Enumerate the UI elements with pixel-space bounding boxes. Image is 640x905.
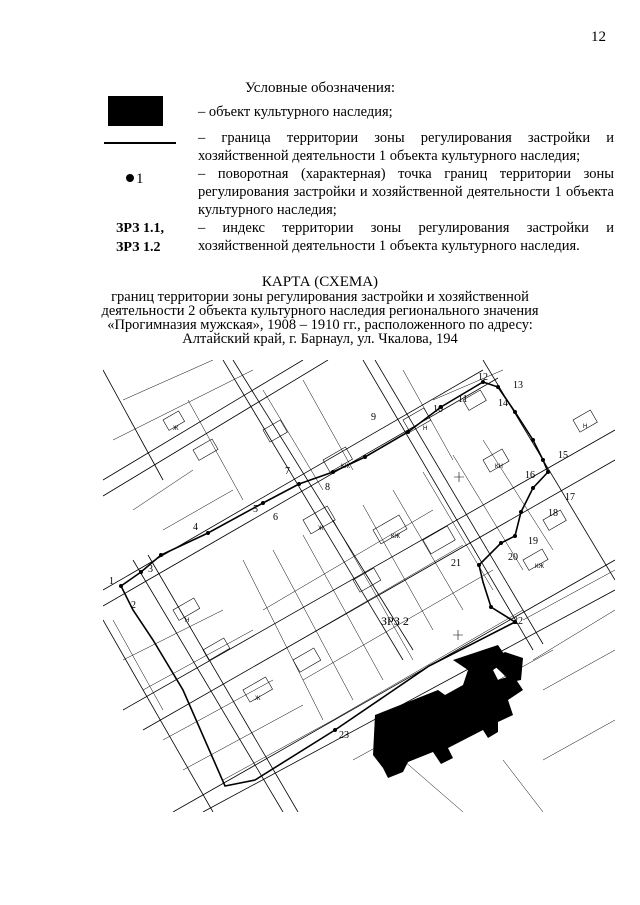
point-label: 17 xyxy=(565,492,575,503)
point-label: 9 xyxy=(371,412,376,423)
point-label: 3 xyxy=(148,564,153,575)
building-label: Н xyxy=(423,426,428,432)
point-label: 19 xyxy=(528,536,538,547)
zone-boundary-swatch xyxy=(104,142,176,144)
page-number: 12 xyxy=(591,29,606,45)
parcel-lines xyxy=(113,360,615,812)
point-label: 1 xyxy=(109,576,114,587)
building-label-group xyxy=(173,424,587,702)
zone-index-swatch xyxy=(116,219,164,257)
point-label: 8 xyxy=(325,482,330,493)
zone-index-line: ЗРЗ 1.2 xyxy=(116,240,161,255)
point-label: 18 xyxy=(548,508,558,519)
building-label: КН xyxy=(495,464,503,470)
point-label: 13 xyxy=(513,380,523,391)
map-heading: КАРТА (СХЕМА) xyxy=(261,274,379,290)
legend-text-heritage-object: – объект культурного наследия; xyxy=(198,104,393,120)
legend-title: Условные обозначения: xyxy=(244,80,396,96)
map-subtitle-line-4: Алтайский край, г. Барнаул, ул. Чкалова, 194 xyxy=(182,331,458,347)
point-label: 11 xyxy=(458,394,468,405)
point-label: 6 xyxy=(273,512,278,523)
building-label: Ж xyxy=(255,696,261,702)
heritage-object-swatch xyxy=(108,96,163,126)
point-label: 4 xyxy=(193,522,198,533)
turning-point-swatch-label: 1 xyxy=(136,171,144,187)
point-label: 7 xyxy=(285,466,290,477)
cadastral-map xyxy=(103,360,615,812)
turning-point-swatch xyxy=(126,170,144,188)
crosshair-marks xyxy=(453,472,464,640)
point-label: 23 xyxy=(339,730,349,741)
building-label: Ж xyxy=(318,526,324,532)
point-label: 15 xyxy=(558,450,568,461)
legend-text-zone-index: – индекс территории зоны регулирования застройки и хозяйственной деятельности 1 объекта культурного наследия. xyxy=(198,220,614,254)
heritage-object-building xyxy=(373,645,523,778)
map-subtitle-line-1: границ территории зоны регулирования застройки и хозяйственной xyxy=(111,289,529,305)
map-subtitle-line-2: деятельности 2 объекта культурного наследия регионального значения xyxy=(101,303,539,319)
point-label: 22 xyxy=(513,616,523,627)
point-label: 16 xyxy=(525,470,535,481)
zone-label: ЗРЗ 2 xyxy=(381,614,409,628)
point-label: 20 xyxy=(508,552,518,563)
point-label: 12 xyxy=(478,372,488,383)
building-label: Ж xyxy=(173,426,179,432)
street-grid xyxy=(103,360,615,812)
point-label: 21 xyxy=(451,558,461,569)
turning-point-dot-icon xyxy=(126,174,134,182)
building-label: КЖ xyxy=(341,464,351,470)
building-label: Н xyxy=(185,618,190,624)
map-subtitle-line-3: «Прогимназия мужская», 1908 – 1910 гг., расположенного по адресу: xyxy=(107,317,533,333)
map-drawing xyxy=(103,360,615,812)
point-label: 14 xyxy=(498,398,508,409)
zone-index-line: ЗРЗ 1.1, xyxy=(116,221,165,236)
building-label: КЖ xyxy=(535,564,545,570)
point-label: 2 xyxy=(131,600,136,611)
point-label: 10 xyxy=(433,404,443,415)
building-label: КЖ xyxy=(391,534,401,540)
legend-text-turning-point: – поворотная (характерная) точка границ территории зоны регулирования застройки и хозяйственной деятельности 1 объекта культурного наследия; xyxy=(198,166,614,218)
point-label: 5 xyxy=(253,504,258,515)
legend-text-zone-boundary: – граница территории зоны регулирования застройки и хозяйственной деятельности 1 объекта культурного наследия; xyxy=(198,130,614,164)
building-label: Н xyxy=(583,424,588,430)
